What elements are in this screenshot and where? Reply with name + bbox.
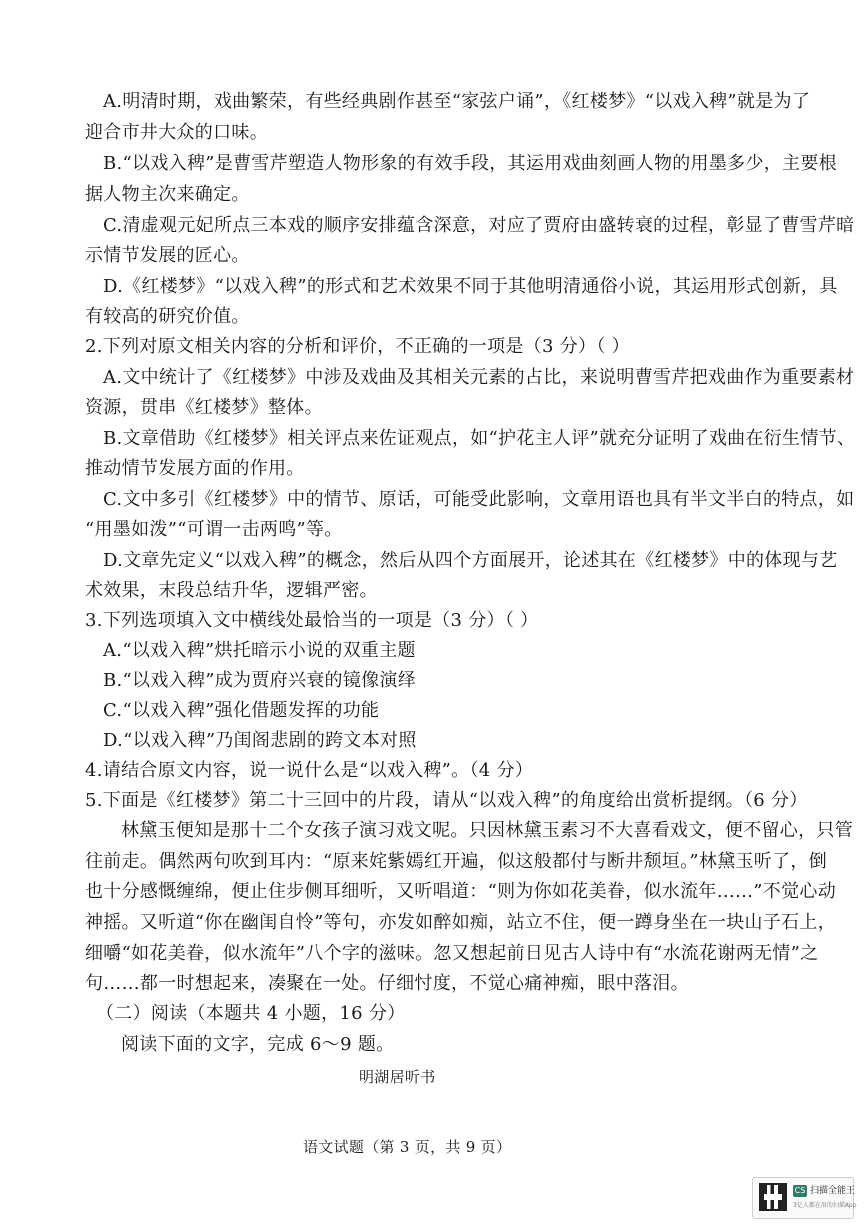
question-4: 4.请结合原文内容，说一说什么是“以戏入稗”。（4 分） bbox=[85, 760, 534, 781]
q2-option-b-line-1: B.文章借助《红楼梦》相关评点来佐证观点，如“护花主人评”就充分证明了戏曲在衍生情节、 bbox=[103, 428, 856, 449]
reading-instruction: 阅读下面的文字，完成 6～9 题。 bbox=[121, 1034, 395, 1055]
q3-option-d: D.“以戏入稗”乃闺阁悲剧的跨文本对照 bbox=[103, 730, 417, 751]
question-2-stem: 2.下列对原文相关内容的分析和评价，不正确的一项是（3 分）（ ） bbox=[85, 336, 630, 357]
excerpt-line-6: 句……都一时想起来，凑聚在一处。仔细忖度，不觉心痛神痴，眼中落泪。 bbox=[85, 973, 689, 994]
q3-option-a: A.“以戏入稗”烘托暗示小说的双重主题 bbox=[103, 640, 416, 661]
question-5: 5.下面是《红楼梦》第二十三回中的片段，请从“以戏入稗”的角度给出赏析提纲。（6 分） bbox=[85, 790, 808, 811]
q3-option-b: B.“以戏入稗”成为贾府兴衰的镜像演绎 bbox=[103, 670, 417, 691]
qr-code-icon bbox=[759, 1183, 787, 1211]
excerpt-line-4: 神摇。又听道“你在幽闺自怜”等句，亦发如醉如痴，站立不住，便一蹲身坐在一块山子石上， bbox=[85, 912, 836, 933]
excerpt-line-3: 也十分感慨缠绵，便止住步侧耳细听，又听唱道：“则为你如花美眷，似水流年……”不觉心动 bbox=[85, 881, 836, 902]
option-b-line-1: B.“以戏入稗”是曹雪芹塑造人物形象的有效手段，其运用戏曲刻画人物的用墨多少，主要根 bbox=[103, 153, 837, 174]
page-footer: 语文试题（第 3 页，共 9 页） bbox=[303, 1138, 512, 1156]
q2-option-a-line-1: A.文中统计了《红楼梦》中涉及戏曲及其相关元素的占比，来说明曹雪芹把戏曲作为重要素材 bbox=[103, 367, 855, 388]
scanner-tagline: 3亿人都在用的扫描App bbox=[793, 1202, 857, 1209]
section-heading: （二）阅读（本题共 4 小题，16 分） bbox=[96, 1003, 406, 1024]
q2-option-c-line-2: “用墨如泼”“可谓一击两鸣”等。 bbox=[85, 519, 343, 540]
question-3-stem: 3.下列选项填入文中横线处最恰当的一项是（3 分）（ ） bbox=[85, 610, 539, 631]
q2-option-b-line-2: 推动情节发展方面的作用。 bbox=[85, 458, 305, 479]
option-a-line-2: 迎合市井大众的口味。 bbox=[85, 122, 268, 143]
option-d-line-2: 有较高的研究价值。 bbox=[85, 306, 250, 327]
q3-option-c: C.“以戏入稗”强化借题发挥的功能 bbox=[103, 700, 380, 721]
camscanner-logo-icon: CS bbox=[794, 1186, 806, 1195]
scanner-watermark bbox=[752, 1177, 857, 1219]
q2-option-d-line-2: 术效果，末段总结升华，逻辑严密。 bbox=[85, 580, 378, 601]
excerpt-line-5: 细嚼“如花美眷，似水流年”八个字的滋味。忽又想起前日见古人诗中有“水流花谢两无情”之 bbox=[85, 943, 819, 964]
excerpt-line-2: 往前走。偶然两句吹到耳内：“原来姹紫嫣红开遍，似这般都付与断井颓垣。”林黛玉听了，倒 bbox=[85, 851, 827, 872]
passage-title: 明湖居听书 bbox=[359, 1068, 436, 1086]
option-d-line-1: D.《红楼梦》“以戏入稗”的形式和艺术效果不同于其他明清通俗小说，其运用形式创新，具 bbox=[103, 276, 838, 297]
q2-option-a-line-2: 资源，贯串《红楼梦》整体。 bbox=[85, 397, 323, 418]
option-c-line-2: 示情节发展的匠心。 bbox=[85, 245, 250, 266]
q2-option-d-line-1: D.文章先定义“以戏入稗”的概念，然后从四个方面展开，论述其在《红楼梦》中的体现与艺 bbox=[103, 550, 838, 571]
option-a-line-1: A.明清时期，戏曲繁荣，有些经典剧作甚至“家弦户诵”，《红楼梦》“以戏入稗”就是为了 bbox=[103, 91, 811, 112]
scanner-brand: 扫描全能王 bbox=[810, 1186, 856, 1196]
q2-option-c-line-1: C.文中多引《红楼梦》中的情节、原话，可能受此影响，文章用语也具有半文半白的特点，如 bbox=[103, 489, 855, 510]
excerpt-line-1: 林黛玉便知是那十二个女孩子演习戏文呢。只因林黛玉素习不大喜看戏文，便不留心，只管 bbox=[121, 820, 853, 841]
option-c-line-1: C.清虚观元妃所点三本戏的顺序安排蕴含深意，对应了贾府由盛转衰的过程，彰显了曹雪芹暗 bbox=[103, 215, 855, 236]
option-b-line-2: 据人物主次来确定。 bbox=[85, 184, 250, 205]
